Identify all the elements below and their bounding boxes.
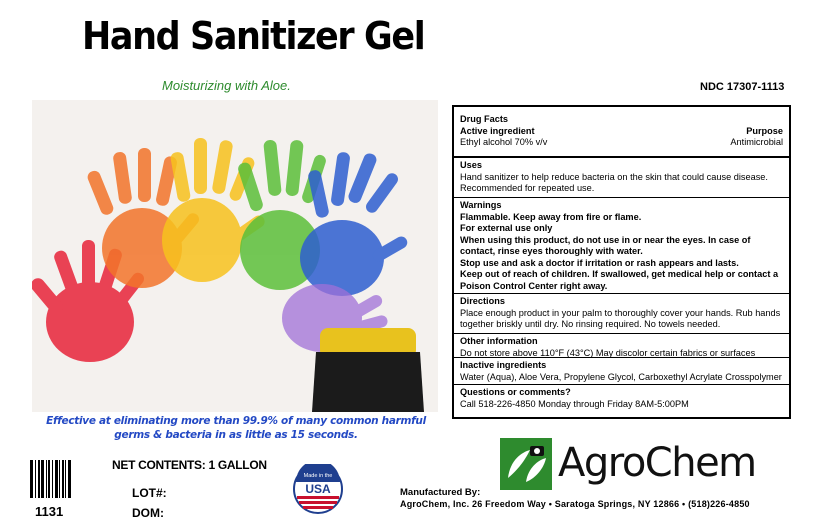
- purpose-label: Purpose: [746, 125, 783, 136]
- inactive-ingredients-text: Water (Aqua), Aloe Vera, Propylene Glycol, Carboxethyl Acrylate Crosspolymer: [460, 371, 782, 382]
- warnings-text: Stop use and ask a doctor if irritation or rash appears and lasts.: [460, 257, 739, 268]
- dom-label: DOM:: [132, 506, 164, 520]
- active-ingredient-value: Ethyl alcohol 70% v/v: [460, 137, 548, 147]
- barcode-number: 1131: [35, 504, 64, 519]
- warnings-text: Flammable. Keep away from fire or flame.: [460, 211, 642, 222]
- warnings-heading: Warnings: [460, 200, 502, 210]
- efficacy-claim: Effective at eliminating more than 99.9% of many common harmful germs & bacteria in as little as 15 seconds.: [46, 415, 426, 441]
- warnings-text: For external use only: [460, 223, 553, 233]
- product-title: Hand Sanitizer Gel: [82, 14, 425, 58]
- lot-label: LOT#:: [132, 486, 167, 500]
- directions-text: together briskly until dry. No rinsing required. No towels needed.: [460, 319, 721, 329]
- manufacturer-label: Manufactured By:: [400, 487, 481, 498]
- agrochem-logo-text: AgroChem: [558, 440, 756, 486]
- handprints-artwork: [32, 100, 438, 412]
- inactive-ingredients-heading: Inactive ingredients: [460, 360, 547, 370]
- product-subtitle: Moisturizing with Aloe.: [162, 78, 291, 93]
- drug-facts-heading: Drug Facts: [460, 114, 508, 124]
- uses-text: Recommended for repeated use.: [460, 183, 595, 193]
- ndc-number: NDC 17307-1113: [700, 81, 785, 93]
- uses-heading: Uses: [460, 160, 482, 170]
- net-contents: NET CONTENTS: 1 GALLON: [112, 458, 267, 472]
- uses-text: Hand sanitizer to help reduce bacteria on the skin that could cause disease.: [460, 171, 768, 182]
- usa-badge-main-text: USA: [305, 482, 331, 496]
- warnings-text: Poison Control Center right away.: [460, 280, 608, 291]
- questions-heading: Questions or comments?: [460, 387, 571, 397]
- drug-facts-panel: [452, 105, 791, 419]
- other-information-heading: Other information: [460, 336, 538, 346]
- warnings-text: When using this product, do not use in or near the eyes. In case of: [460, 234, 751, 245]
- manufacturer-address: AgroChem, Inc. 26 Freedom Way • Saratoga Springs, NY 12866 • (518)226-4850: [400, 499, 750, 509]
- usa-badge-top-text: Made in the: [303, 473, 333, 479]
- purpose-value: Antimicrobial: [730, 137, 783, 147]
- made-in-usa-badge: [293, 464, 343, 514]
- barcode: [30, 460, 74, 500]
- active-ingredient-label: Active ingredient: [460, 125, 535, 136]
- directions-heading: Directions: [460, 296, 505, 306]
- warnings-text: Keep out of reach of children. If swallowed, get medical help or contact a: [460, 269, 779, 279]
- warnings-text: contact, rinse eyes thoroughly with water.: [460, 246, 643, 256]
- blue-handprint: [300, 151, 409, 296]
- gel-bottle: [312, 328, 424, 412]
- directions-text: Place enough product in your palm to thoroughly cover your hands. Rub hands: [460, 307, 781, 318]
- questions-text: Call 518-226-4850 Monday through Friday 8AM-5:00PM: [460, 398, 689, 409]
- agrochem-logo-icon: [500, 438, 552, 490]
- other-information-text: Do not store above 110°F (43°C) May discolor certain fabrics or surfaces: [460, 347, 756, 357]
